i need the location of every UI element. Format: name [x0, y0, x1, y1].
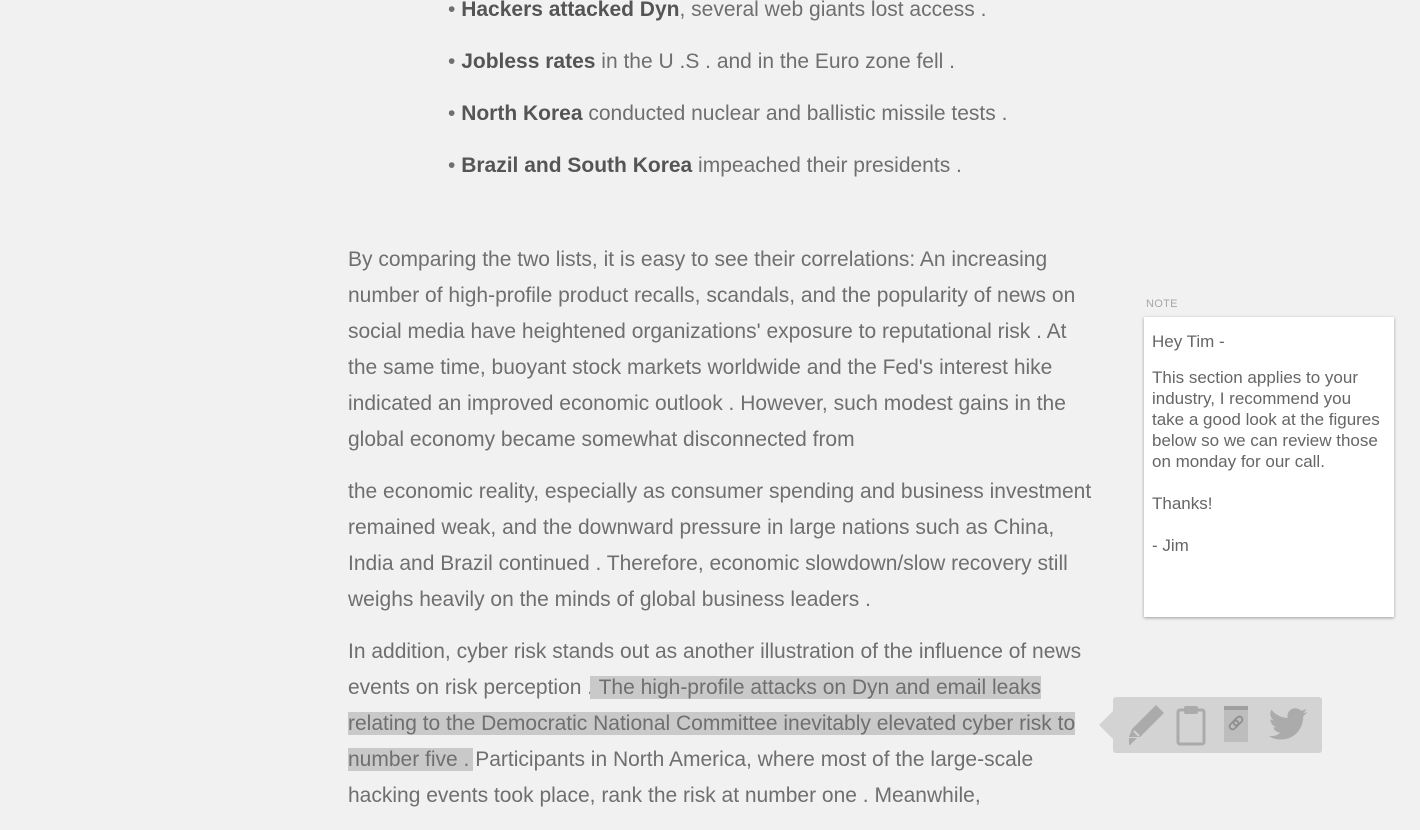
bullet-bold: North Korea [461, 102, 583, 125]
pencil-icon [1127, 704, 1167, 746]
paragraph [348, 634, 1096, 814]
list-item [448, 96, 1148, 132]
note-signature: - Jim [1152, 536, 1189, 555]
clipboard-icon [1175, 704, 1207, 746]
note-label: NOTE [1146, 298, 1178, 310]
bullet-bold: Jobless rates [461, 50, 596, 73]
link-icon [1223, 704, 1249, 746]
paragraph-text: Participants in North America, where most of the large-scale hacking events took place, rank the risk at number one . Meanwhile, [348, 748, 1034, 807]
paragraph: By comparing the two lists, it is easy to see their correlations: An increasing number of high-profile product recalls, scandals, and the popularity of news on social media have heightened organizations' exposure to reputational risk . At the same time, buoyant stock markets worldwide and the Fed's interest hike indicated an improved economic outlook . However, such modest gains in the global economy became somewhat disconnected from [348, 248, 1076, 451]
copy-button[interactable] [1175, 704, 1207, 746]
list-item [448, 148, 1148, 184]
note-card[interactable] [1144, 317, 1394, 617]
list-item [448, 0, 1148, 28]
bullet-bold: Hackers attacked Dyn [461, 0, 680, 21]
article-body [348, 242, 1096, 830]
list-item [448, 44, 1148, 80]
selection-toolbar [1113, 697, 1322, 753]
note-greeting: Hey Tim - [1152, 332, 1225, 351]
bullet-marker: • [448, 50, 462, 73]
paragraph: the economic reality, especially as consumer spending and business investment remained weak, and the downward pressure in large nations such as China, India and Brazil continued . Therefore, economic slowdown/slow recovery still weighs heavily on the minds of global business leaders . [348, 480, 1092, 611]
link-button[interactable] [1223, 704, 1249, 746]
bullet-text: conducted nuclear and ballistic missile tests . [582, 102, 1008, 125]
bullet-text: in the U .S . and in the Euro zone fell . [595, 50, 955, 73]
annotate-button[interactable] [1127, 704, 1167, 746]
bullet-text: , several web giants lost access . [679, 0, 987, 21]
tweet-button[interactable] [1267, 704, 1309, 746]
highlighted-text[interactable]: The high-profile attacks on Dyn and email leaks relating to the Democratic National Committee inevitably elevated cyber risk to number five . [348, 676, 1076, 771]
bullet-marker: • [448, 0, 462, 21]
bullet-text: impeached their presidents . [692, 154, 962, 177]
paragraph-text: In addition, cyber risk stands out as another illustration of the influence of news events on risk perception . [348, 640, 1082, 699]
note-body: This section applies to your industry, I recommend you take a good look at the figures below so we can review those on monday for our call. [1152, 368, 1380, 471]
bullet-marker: • [448, 154, 462, 177]
twitter-icon [1267, 704, 1309, 746]
bullet-bold: Brazil and South Korea [461, 154, 693, 177]
bullet-marker: • [448, 102, 462, 125]
note-thanks: Thanks! [1152, 494, 1213, 513]
key-events-list [448, 0, 1148, 200]
